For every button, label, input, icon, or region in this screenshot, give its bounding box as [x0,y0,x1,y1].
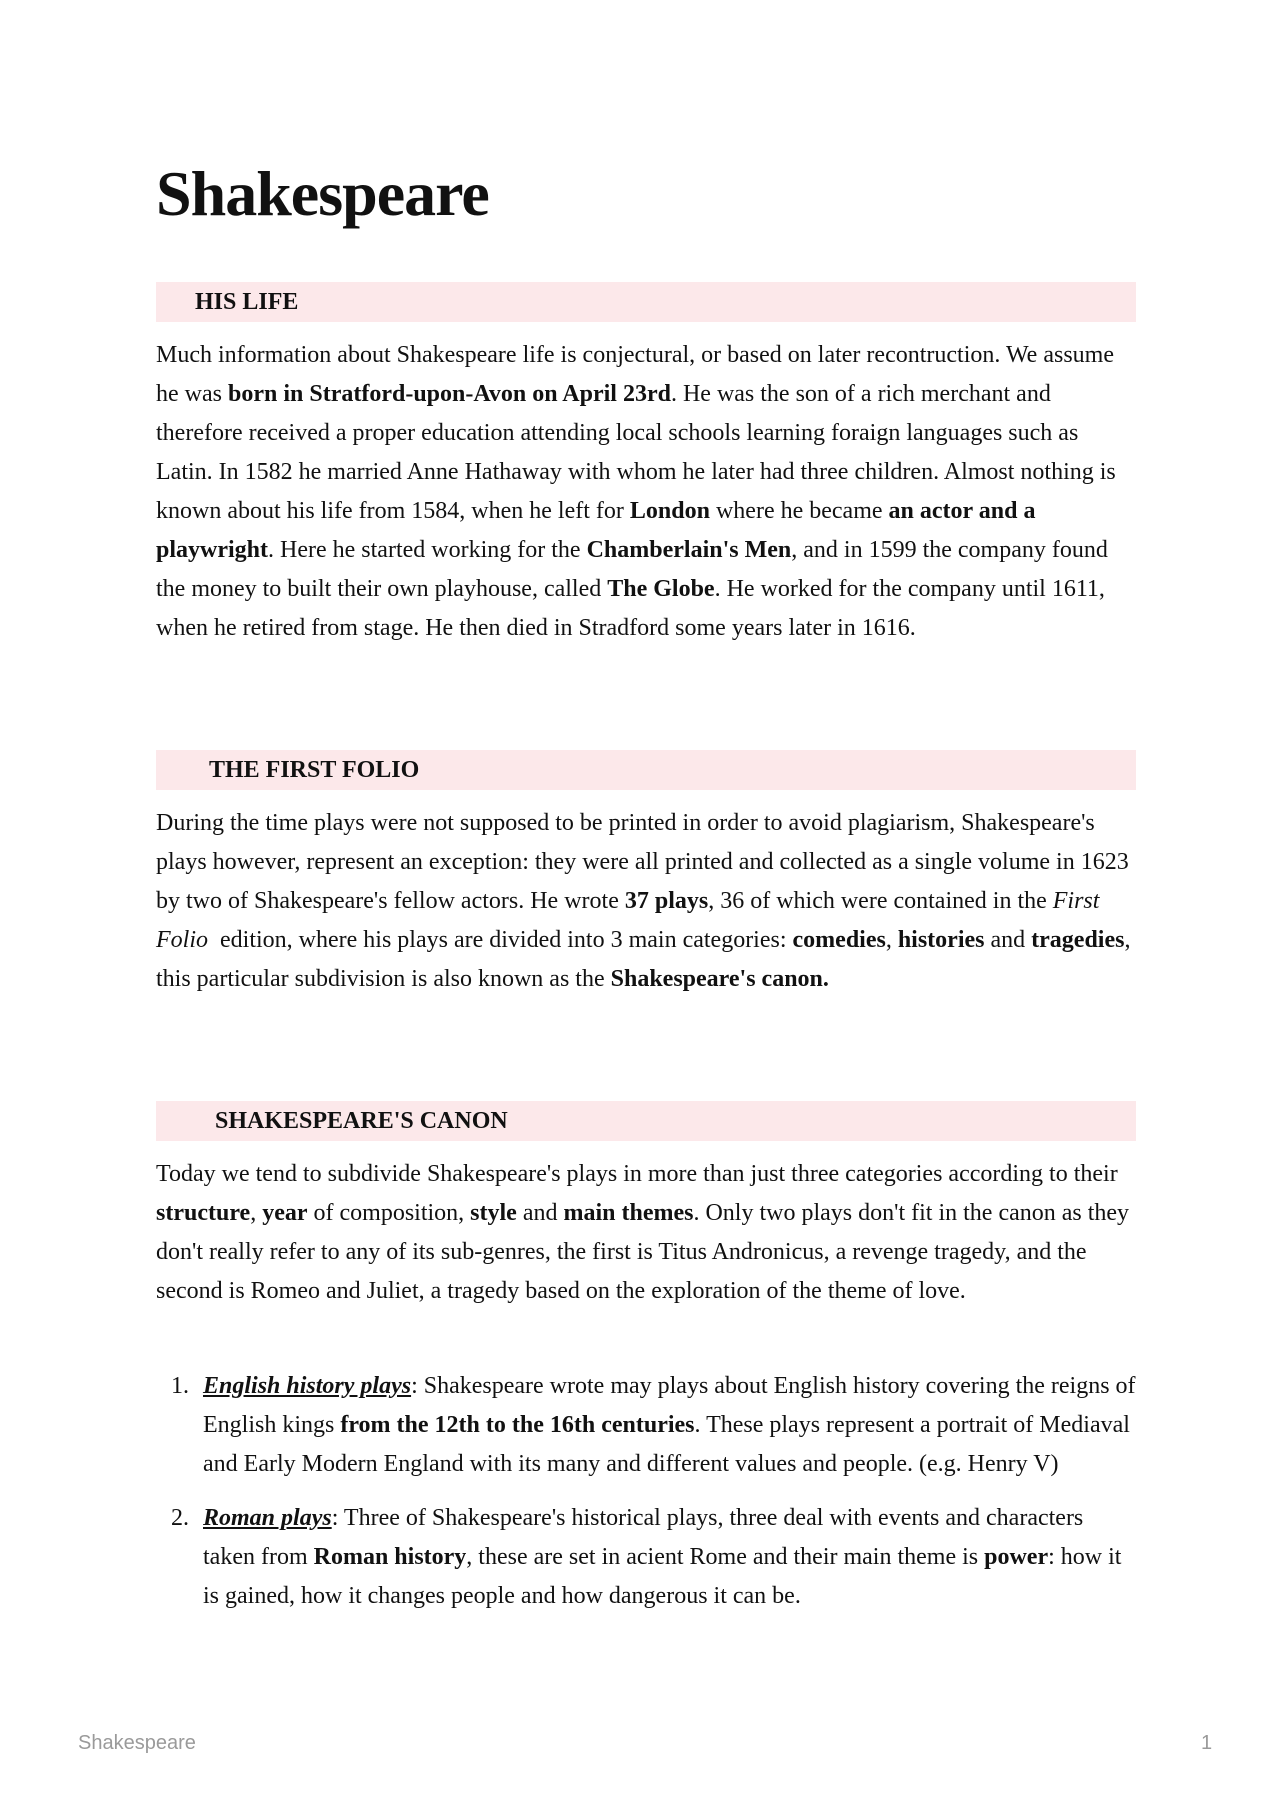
list-item-number: 1. [171,1373,189,1399]
section-heading-shakespeares-canon: SHAKESPEARE'S CANON [156,1101,1136,1141]
list-item: 2. Roman plays: Three of Shakespeare's historical plays, three deal with events and characters taken from Roman history, these are set in acient Rome and their main theme is power: how it is gained, how it changes people and how dangerous it can be. [156,1499,1136,1616]
document-title: Shakespeare [156,158,489,229]
footer-page-number: 1 [1201,1732,1213,1754]
paragraph-his-life: Much information about Shakespeare life is conjectural, or based on later recontruction. We assume he was born in Stratford-upon-Avon on April 23rd. He was the son of a rich merchant and therefore received a proper education attending local schools learning foraign languages such as Latin. In 1582 he married Anne Hathaway with whom he later had three children. Almost nothing is known about his life from 1584, when he left for London where he became an actor and a playwright. Here he started working for the Chamberlain's Men, and in 1599 the company found the money to built their own playhouse, called The Globe. He worked for the company until 1611, when he retired from stage. He then died in Stradford some years later in 1616. [156,342,1116,641]
section-heading-first-folio: THE FIRST FOLIO [156,750,1136,790]
list-item-term: Roman plays [203,1505,332,1531]
list-item-term: English history plays [203,1373,412,1399]
list-item: 1. English history plays: Shakespeare wrote may plays about English history covering the reigns of English kings from the 12th to the 16th centuries. These plays represent a portrait of Mediaval and Early Modern England with its many and different values and people. (e.g. Henry V) [156,1367,1136,1484]
canon-categories-list [156,1367,1136,1631]
paragraph-first-folio: During the time plays were not supposed to be printed in order to avoid plagiarism, Shakespeare's plays however, represent an exception: they were all printed and collected as a single volume in 1623 by two of Shakespeare's fellow actors. He wrote 37 plays, 36 of which were contained in the First Folio edition, where his plays are divided into 3 main categories: comedies, histories and tragedies, this particular subdivision is also known as the Shakespeare's canon. [156,810,1131,992]
footer-document-title: Shakespeare [78,1732,196,1754]
list-item-number: 2. [171,1505,189,1531]
section-heading-his-life: HIS LIFE [156,282,1136,322]
paragraph-shakespeares-canon: Today we tend to subdivide Shakespeare's plays in more than just three categories according to their structure, year of composition, style and main themes. Only two plays don't fit in the canon as they don't really refer to any of its sub-genres, the first is Titus Andronicus, a revenge tragedy, and the second is Romeo and Juliet, a tragedy based on the exploration of the theme of love. [156,1161,1130,1304]
